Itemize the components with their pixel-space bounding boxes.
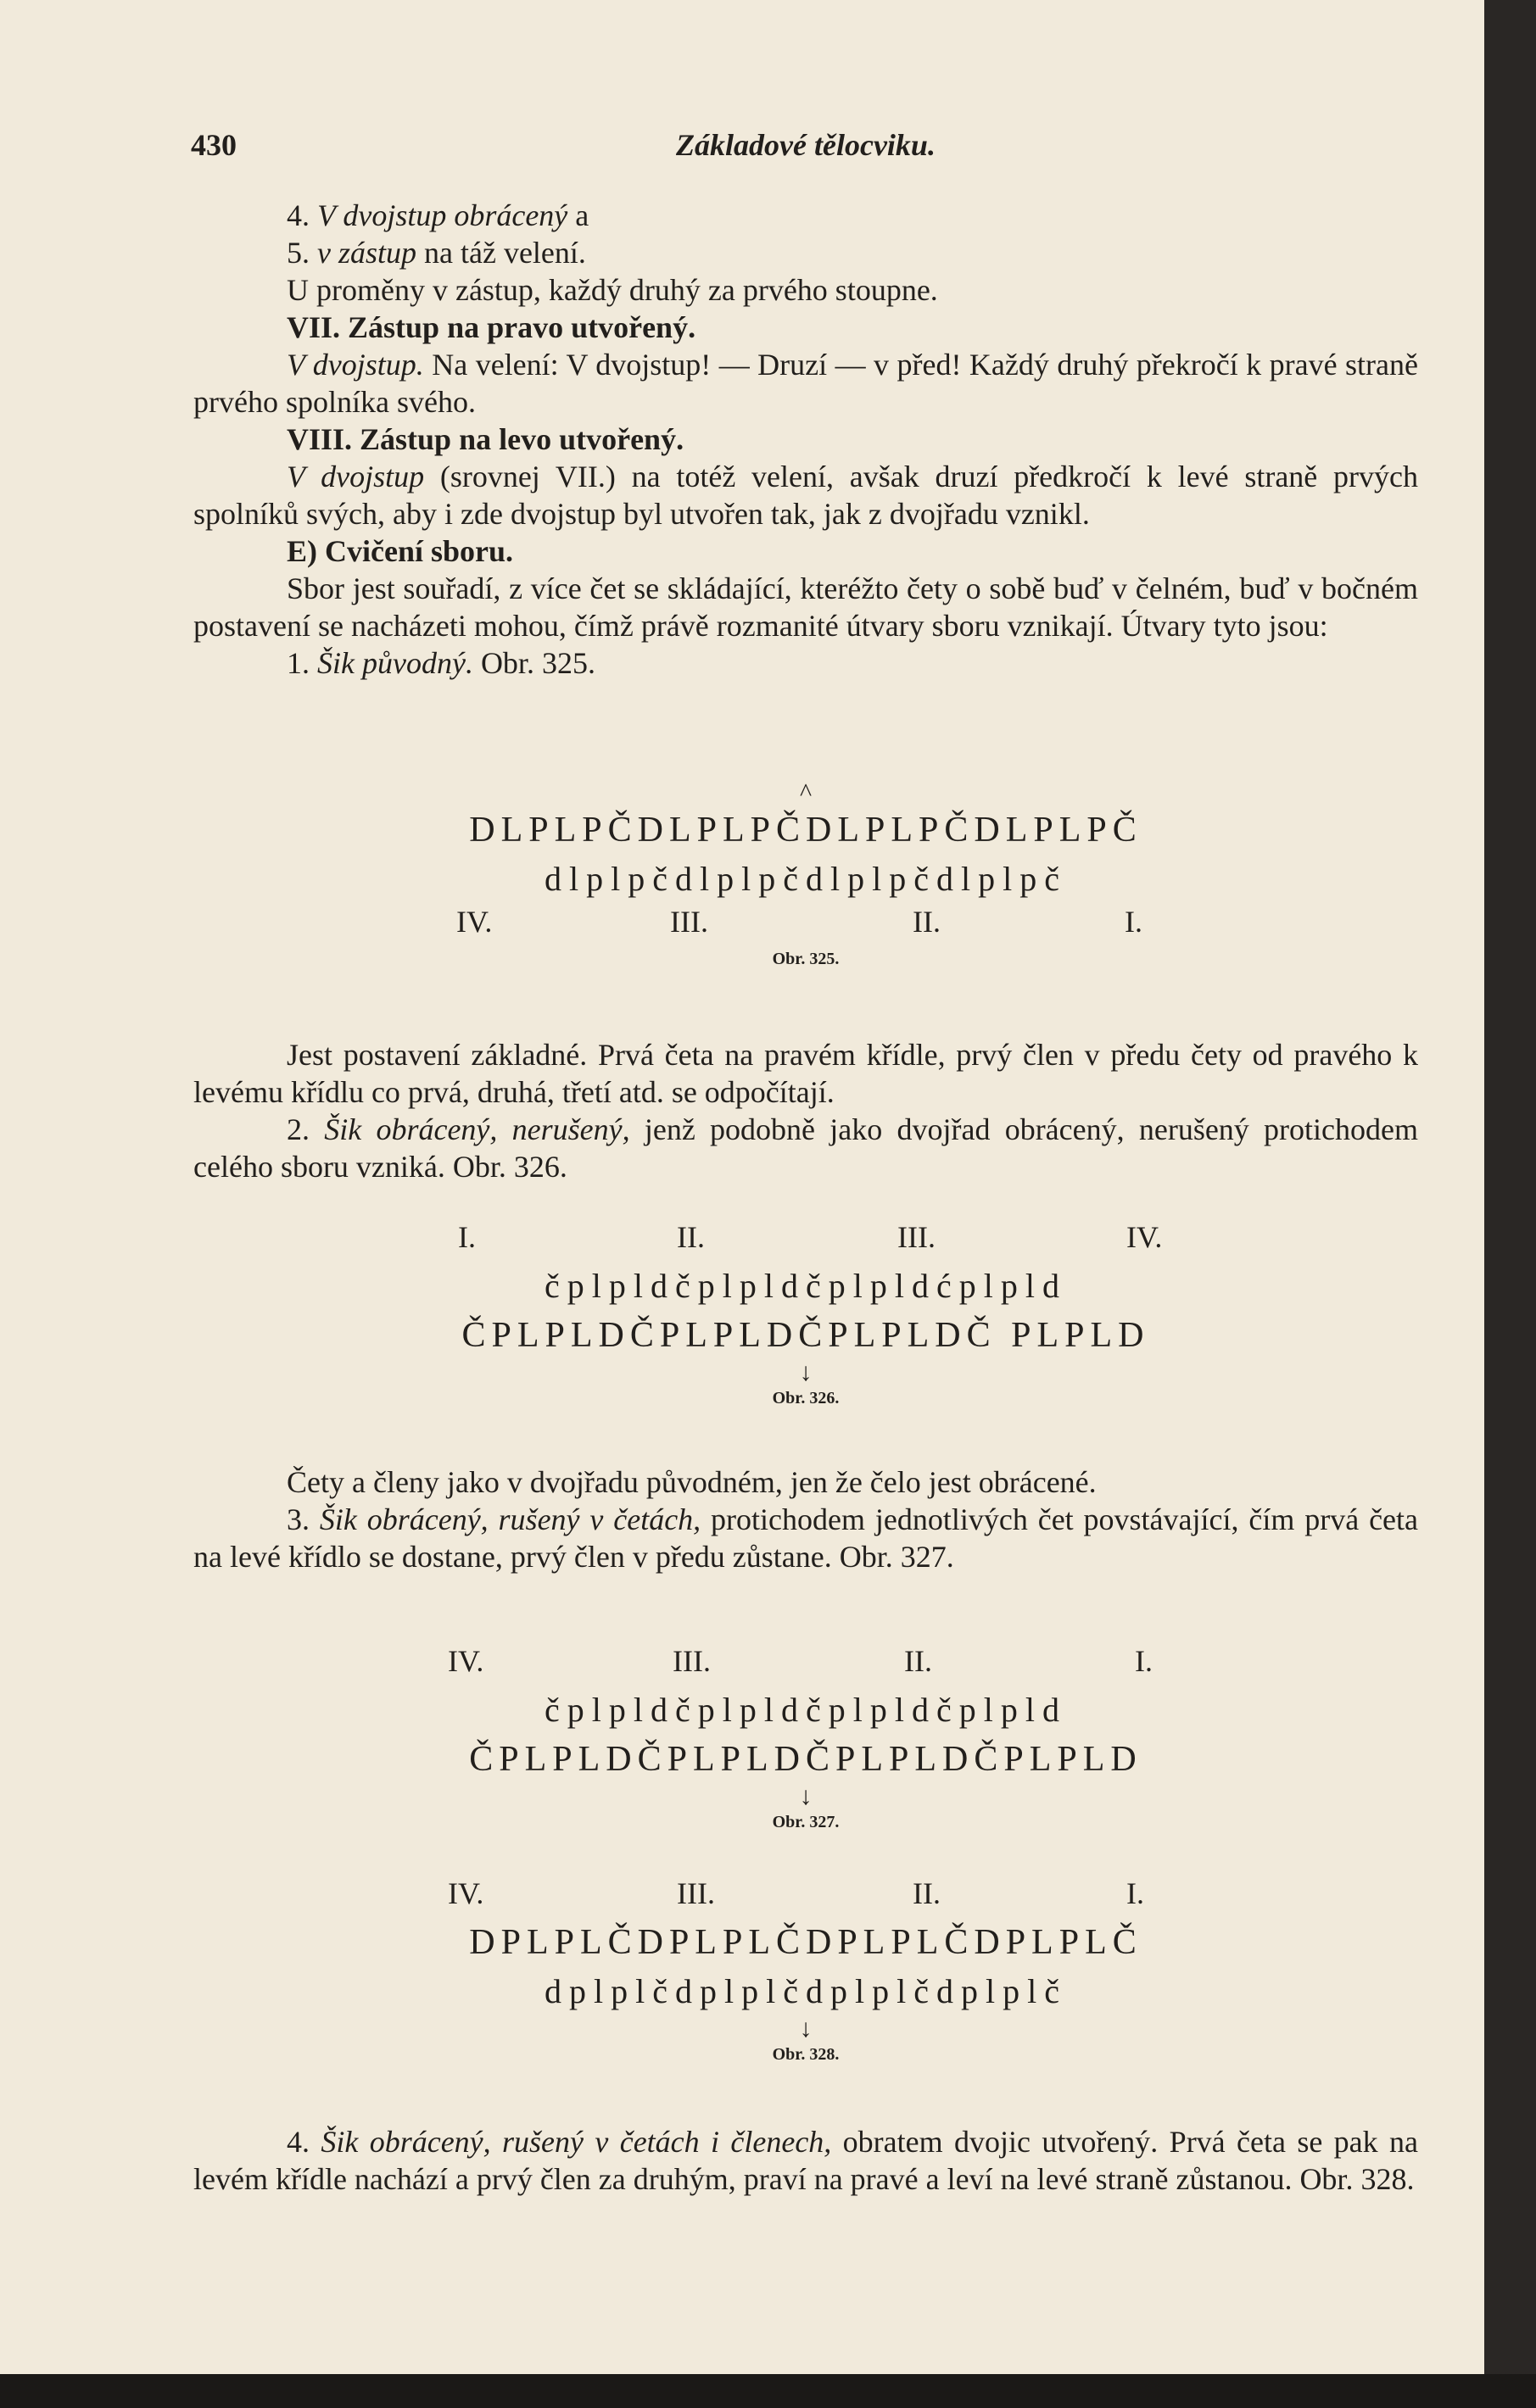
squad-label: I. <box>1125 905 1142 939</box>
paragraph-sbor: Sbor jest souřadí, z více čet se skládající, kteréžto čety o sobě buď v čelném, buď v bočném postavení se nacházeti mohou, čímž právě rozmanité útvary sboru vznikají. Útvary tyto jsou: <box>193 571 1418 643</box>
arrow-down-icon: ↓ <box>799 1782 813 1810</box>
formation-row-lower: čplpldčplpldčplpldčplpld <box>545 1691 1067 1729</box>
list-item-2: 2. Šik obrácený, nerušený, jenž podobně jako dvojřad obrácený, nerušený protichodem celého sboru vzniká. Obr. 326. <box>193 1112 1418 1184</box>
figure-327 <box>193 1643 1418 1835</box>
squad-label: II. <box>677 1220 705 1254</box>
figure-326 <box>193 1219 1418 1411</box>
figure-caption: Obr. 327. <box>772 1813 840 1831</box>
text-block-top <box>193 197 1418 682</box>
paragraph-u-promeny: U proměny v zástup, každý druhý za prvého stoupne. <box>287 273 938 307</box>
squad-label: IV. <box>456 905 493 939</box>
squad-labels <box>193 904 1418 946</box>
arrow-up-icon: ^ <box>799 778 813 806</box>
squad-label: I. <box>1126 1876 1144 1910</box>
figure-caption: Obr. 328. <box>772 2045 840 2064</box>
paragraph-jest: Jest postavení základné. Prvá četa na pravém křídle, prvý člen v předu čety od pravého k levému křídlu co prvá, druhá, třetí atd. se odpočítají. <box>193 1038 1418 1109</box>
squad-labels <box>193 1643 1418 1686</box>
list-item-3: 3. Šik obrácený, rušený v četách, protichodem jednotlivých čet povstávající, čím prvá četa na levé křídlo se dostane, prvý člen v předu zůstane. Obr. 327. <box>193 1502 1418 1574</box>
squad-label: IV. <box>448 1644 484 1678</box>
formation-row-upper: ČPLPLDČPLPLDČPLPLDČPLPLD <box>469 1740 1142 1779</box>
section-heading-e: E) Cvičení sboru. <box>287 534 514 568</box>
figure-328 <box>193 1876 1418 2067</box>
arrow-down-icon: ↓ <box>799 1358 813 1386</box>
page-edge <box>1484 0 1536 2408</box>
formation-row-lower: dplplčdplplčdplplčdplplč <box>545 1972 1067 2010</box>
figure-caption: Obr. 325. <box>772 950 840 968</box>
list-item-4-sik: 4. Šik obrácený, rušený v četách i členech, obratem dvojic utvořený. Prvá četa se pak na levém křídle nachází a prvý člen za druhým, praví na pravé a leví na levé straně zůstanou. Obr. 328. <box>193 2125 1419 2196</box>
page-number: 430 <box>191 128 237 162</box>
squad-label: IV. <box>1126 1220 1163 1254</box>
formation-row-lower: čplpldčplpldčplpldćplpld <box>545 1267 1067 1305</box>
page-header <box>191 127 1421 178</box>
squad-label: II. <box>913 905 941 939</box>
arrow-down-icon: ↓ <box>799 2015 813 2043</box>
paragraph-vii: V dvojstup. Na velení: V dvojstup! — Druzí — v před! Každý druhý překročí k pravé straně prvého spolníka svého. <box>193 348 1418 419</box>
squad-label: III. <box>677 1876 715 1910</box>
paragraph-viii: V dvojstup (srovnej VII.) na totéž velení, avšak druzí předkročí k levé straně prvých spolníků svých, aby i zde dvojstup byl utvořen tak, jak z dvojřadu vznikl. <box>193 460 1418 531</box>
running-head: Základové tělocviku. <box>676 128 936 162</box>
page-bottom-edge <box>0 2374 1536 2408</box>
section-heading-viii: VIII. Zástup na levo utvořený. <box>287 422 684 456</box>
squad-label: IV. <box>448 1876 484 1910</box>
squad-label: II. <box>904 1644 932 1678</box>
text-block-bottom <box>193 2123 1418 2198</box>
section-heading-vii: VII. Zástup na pravo utvořený. <box>287 310 696 344</box>
formation-row-upper: ČPLPLDČPLPLDČPLPLDČ PLPLD <box>461 1316 1150 1355</box>
squad-label: II. <box>913 1876 941 1910</box>
figure-325 <box>193 780 1418 972</box>
formation-row-upper: DPLPLČDPLPLČDPLPLČDPLPLČ <box>469 1923 1142 1962</box>
list-item-4: 4. V dvojstup obrácený a <box>287 198 589 232</box>
squad-labels <box>193 1219 1418 1262</box>
squad-labels <box>193 1876 1418 1918</box>
text-block-middle <box>193 1036 1418 1185</box>
formation-row-lower: dlplpčdlplpčdlplpčdlplpč <box>545 860 1067 898</box>
list-item-1: 1. Šik původný. Obr. 325. <box>287 646 595 680</box>
squad-label: I. <box>458 1220 476 1254</box>
squad-label: III. <box>670 905 708 939</box>
list-item-5: 5. v zástup na táž velení. <box>287 236 586 270</box>
squad-label: III. <box>897 1220 936 1254</box>
squad-label: III. <box>673 1644 711 1678</box>
formation-row-upper: DLPLPČDLPLPČDLPLPČDLPLPČ <box>469 811 1142 850</box>
paragraph-cety: Čety a členy jako v dvojřadu původném, jen že čelo jest obrácené. <box>287 1465 1097 1499</box>
text-block-lower <box>193 1463 1418 1575</box>
squad-label: I. <box>1135 1644 1153 1678</box>
figure-caption: Obr. 326. <box>772 1389 840 1407</box>
